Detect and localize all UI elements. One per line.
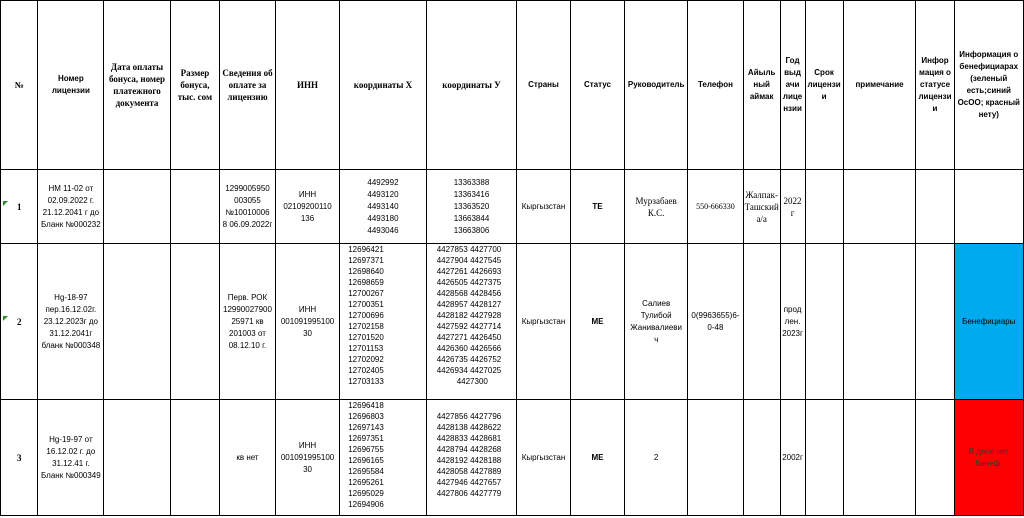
header-note: примечание [843, 1, 916, 170]
header-year: Год выд ачи лице нзии [780, 1, 805, 170]
phone-cell: 550-666330 [688, 170, 744, 244]
coord-y-value: 4428058 4427889 [436, 467, 502, 476]
note-cell [843, 244, 916, 400]
coord-x-value: 12696421 [348, 245, 384, 254]
table-row [1, 400, 1024, 516]
bonus-size-cell [170, 400, 219, 516]
status-cell: МЕ [570, 244, 625, 400]
header-director: Руководитель [625, 1, 688, 170]
note-cell [843, 170, 916, 244]
bonus-date-cell [104, 400, 170, 516]
coord-y-value: 13663806 [453, 225, 490, 235]
coord-y-value: 4426735 4426752 [436, 355, 502, 364]
phone-cell [688, 400, 744, 516]
country-cell: Кыргызстан [517, 170, 570, 244]
coord-x-value: 12698640 [348, 267, 384, 276]
note-cell [843, 400, 916, 516]
coord-x-value: 12695584 [348, 467, 384, 476]
bonus-date-cell [104, 244, 170, 400]
header-aimak: Айыль ный аймак [743, 1, 780, 170]
coord-y-value: 4427271 4426450 [436, 333, 502, 342]
coord-y-value: 4428833 4428681 [436, 434, 502, 443]
bonus-date-cell [104, 170, 170, 244]
coord-y-value: 13663844 [453, 213, 490, 223]
header-phone: Телефон [688, 1, 744, 170]
table-row [1, 244, 1024, 400]
row-number: 3 [1, 400, 38, 516]
status-info-cell [916, 170, 954, 244]
coord-x-value: 4492992 [367, 177, 399, 187]
inn-cell: ИНН 001091995100 30 [275, 400, 339, 516]
coord-y-value: 13363520 [453, 201, 490, 211]
coord-y-value: 4427853 4427700 [436, 245, 502, 254]
status-info-cell [916, 400, 954, 516]
coord-x-value: 12695261 [348, 478, 384, 487]
comment-marker-icon [3, 201, 8, 206]
director-cell: Мурзабаев К.С. [625, 170, 688, 244]
header-status-info: Инфор мация о статусе лицензи и [916, 1, 954, 170]
status-cell: ТЕ [570, 170, 625, 244]
coord-x-value: 12697371 [348, 256, 384, 265]
coord-y-value: 4427261 4426693 [436, 267, 502, 276]
coord-x-value: 12700696 [348, 311, 384, 320]
country-cell: Кыргызстан [517, 400, 570, 516]
header-bonus-size: Размер бонуса, тыс. сом [170, 1, 219, 170]
coord-y-cell [426, 244, 517, 400]
header-no: № [1, 1, 38, 170]
inn-cell: ИНН 001091995100 30 [275, 244, 339, 400]
coord-x-cell [340, 400, 426, 516]
coord-y-value: 4427904 4427545 [436, 256, 502, 265]
coord-x-value: 12697143 [348, 423, 384, 432]
coord-x-value: 12696755 [348, 445, 384, 454]
bonus-size-cell [170, 170, 219, 244]
term-cell [805, 244, 843, 400]
coord-x-value: 12700351 [348, 300, 384, 309]
coord-x-value: 4493120 [367, 189, 399, 199]
year-cell: прод лен. 2023г [780, 244, 805, 400]
coord-y-value: 4427592 4427714 [436, 322, 502, 331]
header-row [1, 1, 1024, 170]
coord-y-value: 4428192 4428188 [436, 456, 502, 465]
header-license: Номер лицензии [38, 1, 104, 170]
coord-y-value: 4428568 4428456 [436, 289, 502, 298]
header-payment-info: Сведения об оплате за лицензию [220, 1, 276, 170]
coord-x-value: 12696803 [348, 412, 384, 421]
coord-x-value: 12702092 [348, 355, 384, 364]
row-number: 2 [1, 244, 38, 400]
beneficiary-cell [954, 170, 1023, 244]
header-inn: ИНН [275, 1, 339, 170]
coord-x-value: 12703133 [348, 377, 384, 386]
coord-x-cell [340, 244, 426, 400]
header-bonus-date: Дата оплаты бонуса, номер платежного документа [104, 1, 170, 170]
coord-y-value: 4426360 4426566 [436, 344, 502, 353]
coord-y-value: 4428138 4428622 [436, 423, 502, 432]
payment-info-cell: 1299005950 003055 №10010006 8 06.09.2022г [220, 170, 276, 244]
coord-x-value: 12698659 [348, 278, 384, 287]
country-cell: Кыргызстан [517, 244, 570, 400]
aimak-cell [743, 244, 780, 400]
license-cell: Hg-18-97 пер.16.12.02г. 23.12.2023г до 31.12.2041г бланк №000348 [38, 244, 104, 400]
coord-x-value: 4493046 [367, 225, 399, 235]
row-number: 1 [1, 170, 38, 244]
phone-cell: 0(9963655)6-0-48 [688, 244, 744, 400]
payment-info-cell: Перв. РОК 12990027900 25971 кв 201003 от 08.12.10 г. [220, 244, 276, 400]
header-status: Статус [570, 1, 625, 170]
coord-y-value: 4427806 4427779 [436, 489, 502, 498]
term-cell [805, 400, 843, 516]
coord-y-value: 4426934 4427025 [436, 366, 502, 375]
aimak-cell [743, 400, 780, 516]
coord-x-value: 4493140 [367, 201, 399, 211]
beneficiary-cell: Бенефициары [954, 244, 1023, 400]
header-country: Страны [517, 1, 570, 170]
comment-marker-icon [3, 316, 8, 321]
coord-y-value: 4427300 [456, 377, 488, 386]
coord-y-value: 4428794 4428268 [436, 445, 502, 454]
coord-x-value: 12695029 [348, 489, 384, 498]
director-cell: 2 [625, 400, 688, 516]
coord-x-value: 12701153 [348, 344, 384, 353]
bonus-size-cell [170, 244, 219, 400]
coord-x-value: 12696418 [348, 401, 384, 410]
payment-info-cell: кв нет [220, 400, 276, 516]
inn-cell: ИНН 02109200110 136 [275, 170, 339, 244]
coord-y-value: 4428957 4428127 [436, 300, 502, 309]
coord-x-value: 12696165 [348, 456, 384, 465]
beneficiary-cell: В деле нет Бенеф. [954, 400, 1023, 516]
header-term: Срок лицензи и [805, 1, 843, 170]
status-info-cell [916, 244, 954, 400]
coord-y-cell [426, 400, 517, 516]
coord-x-value: 12694906 [348, 500, 384, 509]
year-cell: 2002г [780, 400, 805, 516]
coord-x-value: 12697351 [348, 434, 384, 443]
status-cell: МЕ [570, 400, 625, 516]
coord-y-value: 13363388 [453, 177, 490, 187]
director-cell: Салиев Тулибой Жанивалиеви ч [625, 244, 688, 400]
term-cell [805, 170, 843, 244]
coord-x-value: 12702158 [348, 322, 384, 331]
header-coord-y: координаты У [426, 1, 517, 170]
coord-y-value: 13363416 [453, 189, 490, 199]
coord-y-value: 4426505 4427375 [436, 278, 502, 287]
coord-x-value: 12702405 [348, 366, 384, 375]
aimak-cell: Жалпак-Ташский а/а [743, 170, 780, 244]
header-coord-x: координаты Х [340, 1, 426, 170]
coord-y-value: 4427856 4427796 [436, 412, 502, 421]
license-cell: Hg-19-97 от 16.12.02 г. до 31.12.41 г. Бланк №000349 [38, 400, 104, 516]
coord-y-cell [426, 170, 517, 244]
year-cell: 2022 г [780, 170, 805, 244]
license-cell: НМ 11-02 от 02.09.2022 г. 21.12.2041 г до Бланк №000232 [38, 170, 104, 244]
coord-y-value: 4428182 4427928 [436, 311, 502, 320]
table-row [1, 170, 1024, 244]
header-beneficiary-info: Информация о бенефициарах (зеленый есть;синий ОсОО; красный нету) [954, 1, 1023, 170]
coord-y-value: 4427946 4427657 [436, 478, 502, 487]
coord-x-value: 12700267 [348, 289, 384, 298]
coord-x-value: 12701520 [348, 333, 384, 342]
coord-x-cell [340, 170, 426, 244]
coord-x-value: 4493180 [367, 213, 399, 223]
